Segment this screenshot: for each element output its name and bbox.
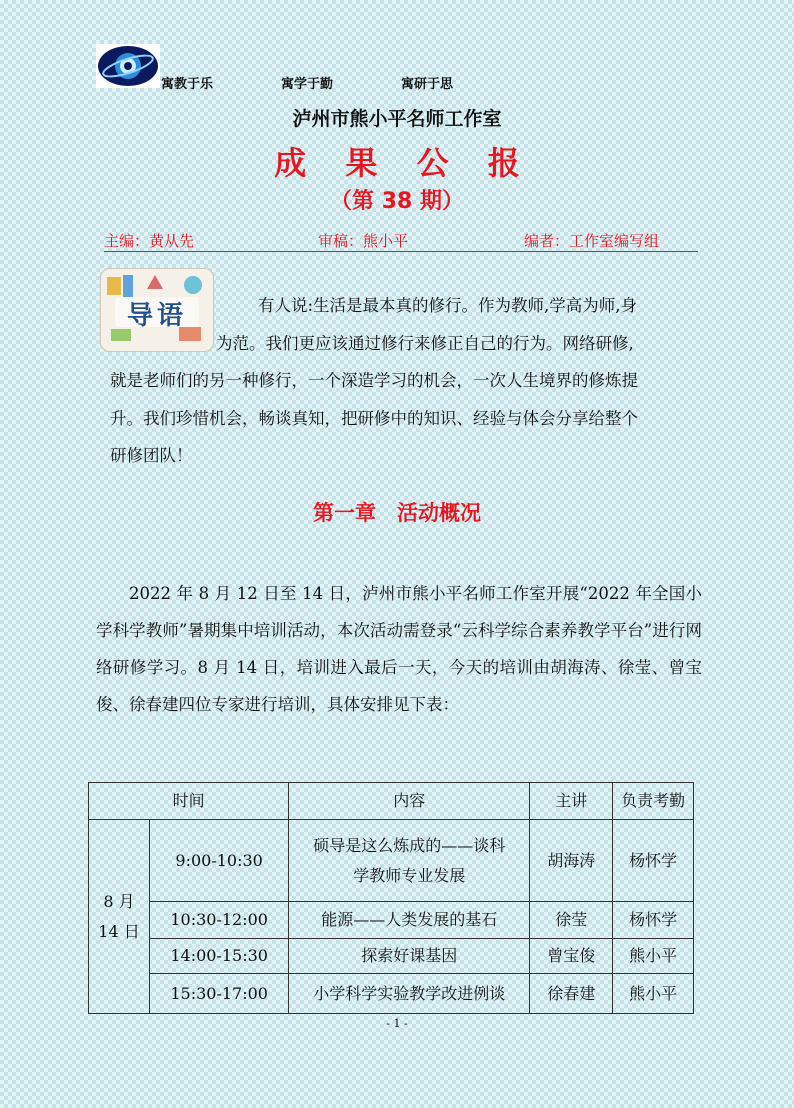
speaker-cell: 徐春建: [530, 974, 613, 1014]
speaker-cell: 徐莹: [530, 902, 613, 939]
content-line: 硕导是这么炼成的——谈科: [313, 835, 506, 855]
content-cell: 能源——人类发展的基石: [289, 902, 530, 939]
speaker-cell: 胡海涛: [530, 820, 613, 902]
page-number: - 1 -: [386, 1017, 408, 1030]
date-day: 14 日: [98, 921, 140, 941]
time-cell: 15:30-17:00: [150, 974, 289, 1014]
speaker-cell: 曾宝俊: [530, 939, 613, 974]
content-cell: 小学科学实验教学改进例谈: [289, 974, 530, 1014]
time-cell: 9:00-10:30: [150, 820, 289, 902]
bulletin-title: 成 果 公 报: [274, 144, 534, 182]
motto-3: 寓研于思: [401, 77, 454, 92]
time-cell: 14:00-15:30: [150, 939, 289, 974]
header-content: 内容: [289, 783, 530, 820]
guide-badge: [100, 268, 214, 352]
table-row: [89, 902, 694, 939]
date-cell: [89, 820, 150, 1014]
intro-line-4: 升。我们珍惜机会，畅谈真知，把研修中的知识、经验与体会分享给整个: [110, 409, 638, 428]
content-line: 学教师专业发展: [353, 865, 466, 885]
writer-credit: 编者：工作室编写组: [524, 232, 660, 250]
credits-line: [104, 230, 698, 252]
editor-credit: 主编：黄从先: [104, 232, 195, 250]
content-cell: 探索好课基因: [289, 939, 530, 974]
table-row: [89, 939, 694, 974]
overview-paragraph: 2022 年 8 月 12 日至 14 日，泸州市熊小平名师工作室开展“2022 年全国小学科学教师”暑期集中培训活动，本次活动需登录“云科学综合素养教学平台”进行网络研修学习。8 月 14 日，培训进入最后一天，今天的培训由胡海涛、徐莹、曾宝俊、徐春建四位专家进行培训，具体安排见下表：: [96, 584, 702, 714]
motto-2: 寓学于勤: [281, 77, 334, 92]
header-speaker: 主讲: [530, 783, 613, 820]
motto-bar: [161, 73, 453, 92]
issue-number: （第 38 期）: [330, 189, 464, 214]
chapter-title: 第一章 活动概况: [313, 501, 481, 525]
attendance-cell: 熊小平: [613, 974, 694, 1014]
attendance-cell: 杨怀学: [613, 820, 694, 902]
time-cell: 10:30-12:00: [150, 902, 289, 939]
table-row: [89, 974, 694, 1014]
studio-name: 泸州市熊小平名师工作室: [292, 108, 502, 130]
date-month: 8 月: [103, 891, 135, 911]
guide-badge-text: 导语: [126, 301, 187, 331]
content-cell: [289, 820, 530, 902]
intro-line-5: 研修团队！: [110, 446, 193, 465]
studio-logo: [96, 44, 160, 88]
header-time: 时间: [89, 783, 289, 820]
intro-line-2: 为范。我们更应该通过修行来修正自己的行为。网络研修,: [216, 334, 634, 353]
header-attendance: 负责考勤: [613, 783, 694, 820]
table-header-row: [89, 783, 694, 820]
schedule-table: [88, 782, 694, 1014]
attendance-cell: 熊小平: [613, 939, 694, 974]
table-row: [89, 820, 694, 902]
intro-line-3: 就是老师们的另一种修行，一个深造学习的机会，一次人生境界的修炼提: [110, 371, 638, 390]
motto-1: 寓教于乐: [161, 77, 214, 92]
reviewer-credit: 审稿：熊小平: [318, 232, 409, 250]
attendance-cell: 杨怀学: [613, 902, 694, 939]
intro-line-1: 有人说:生活是最本真的修行。作为教师,学高为师,身: [258, 296, 638, 315]
